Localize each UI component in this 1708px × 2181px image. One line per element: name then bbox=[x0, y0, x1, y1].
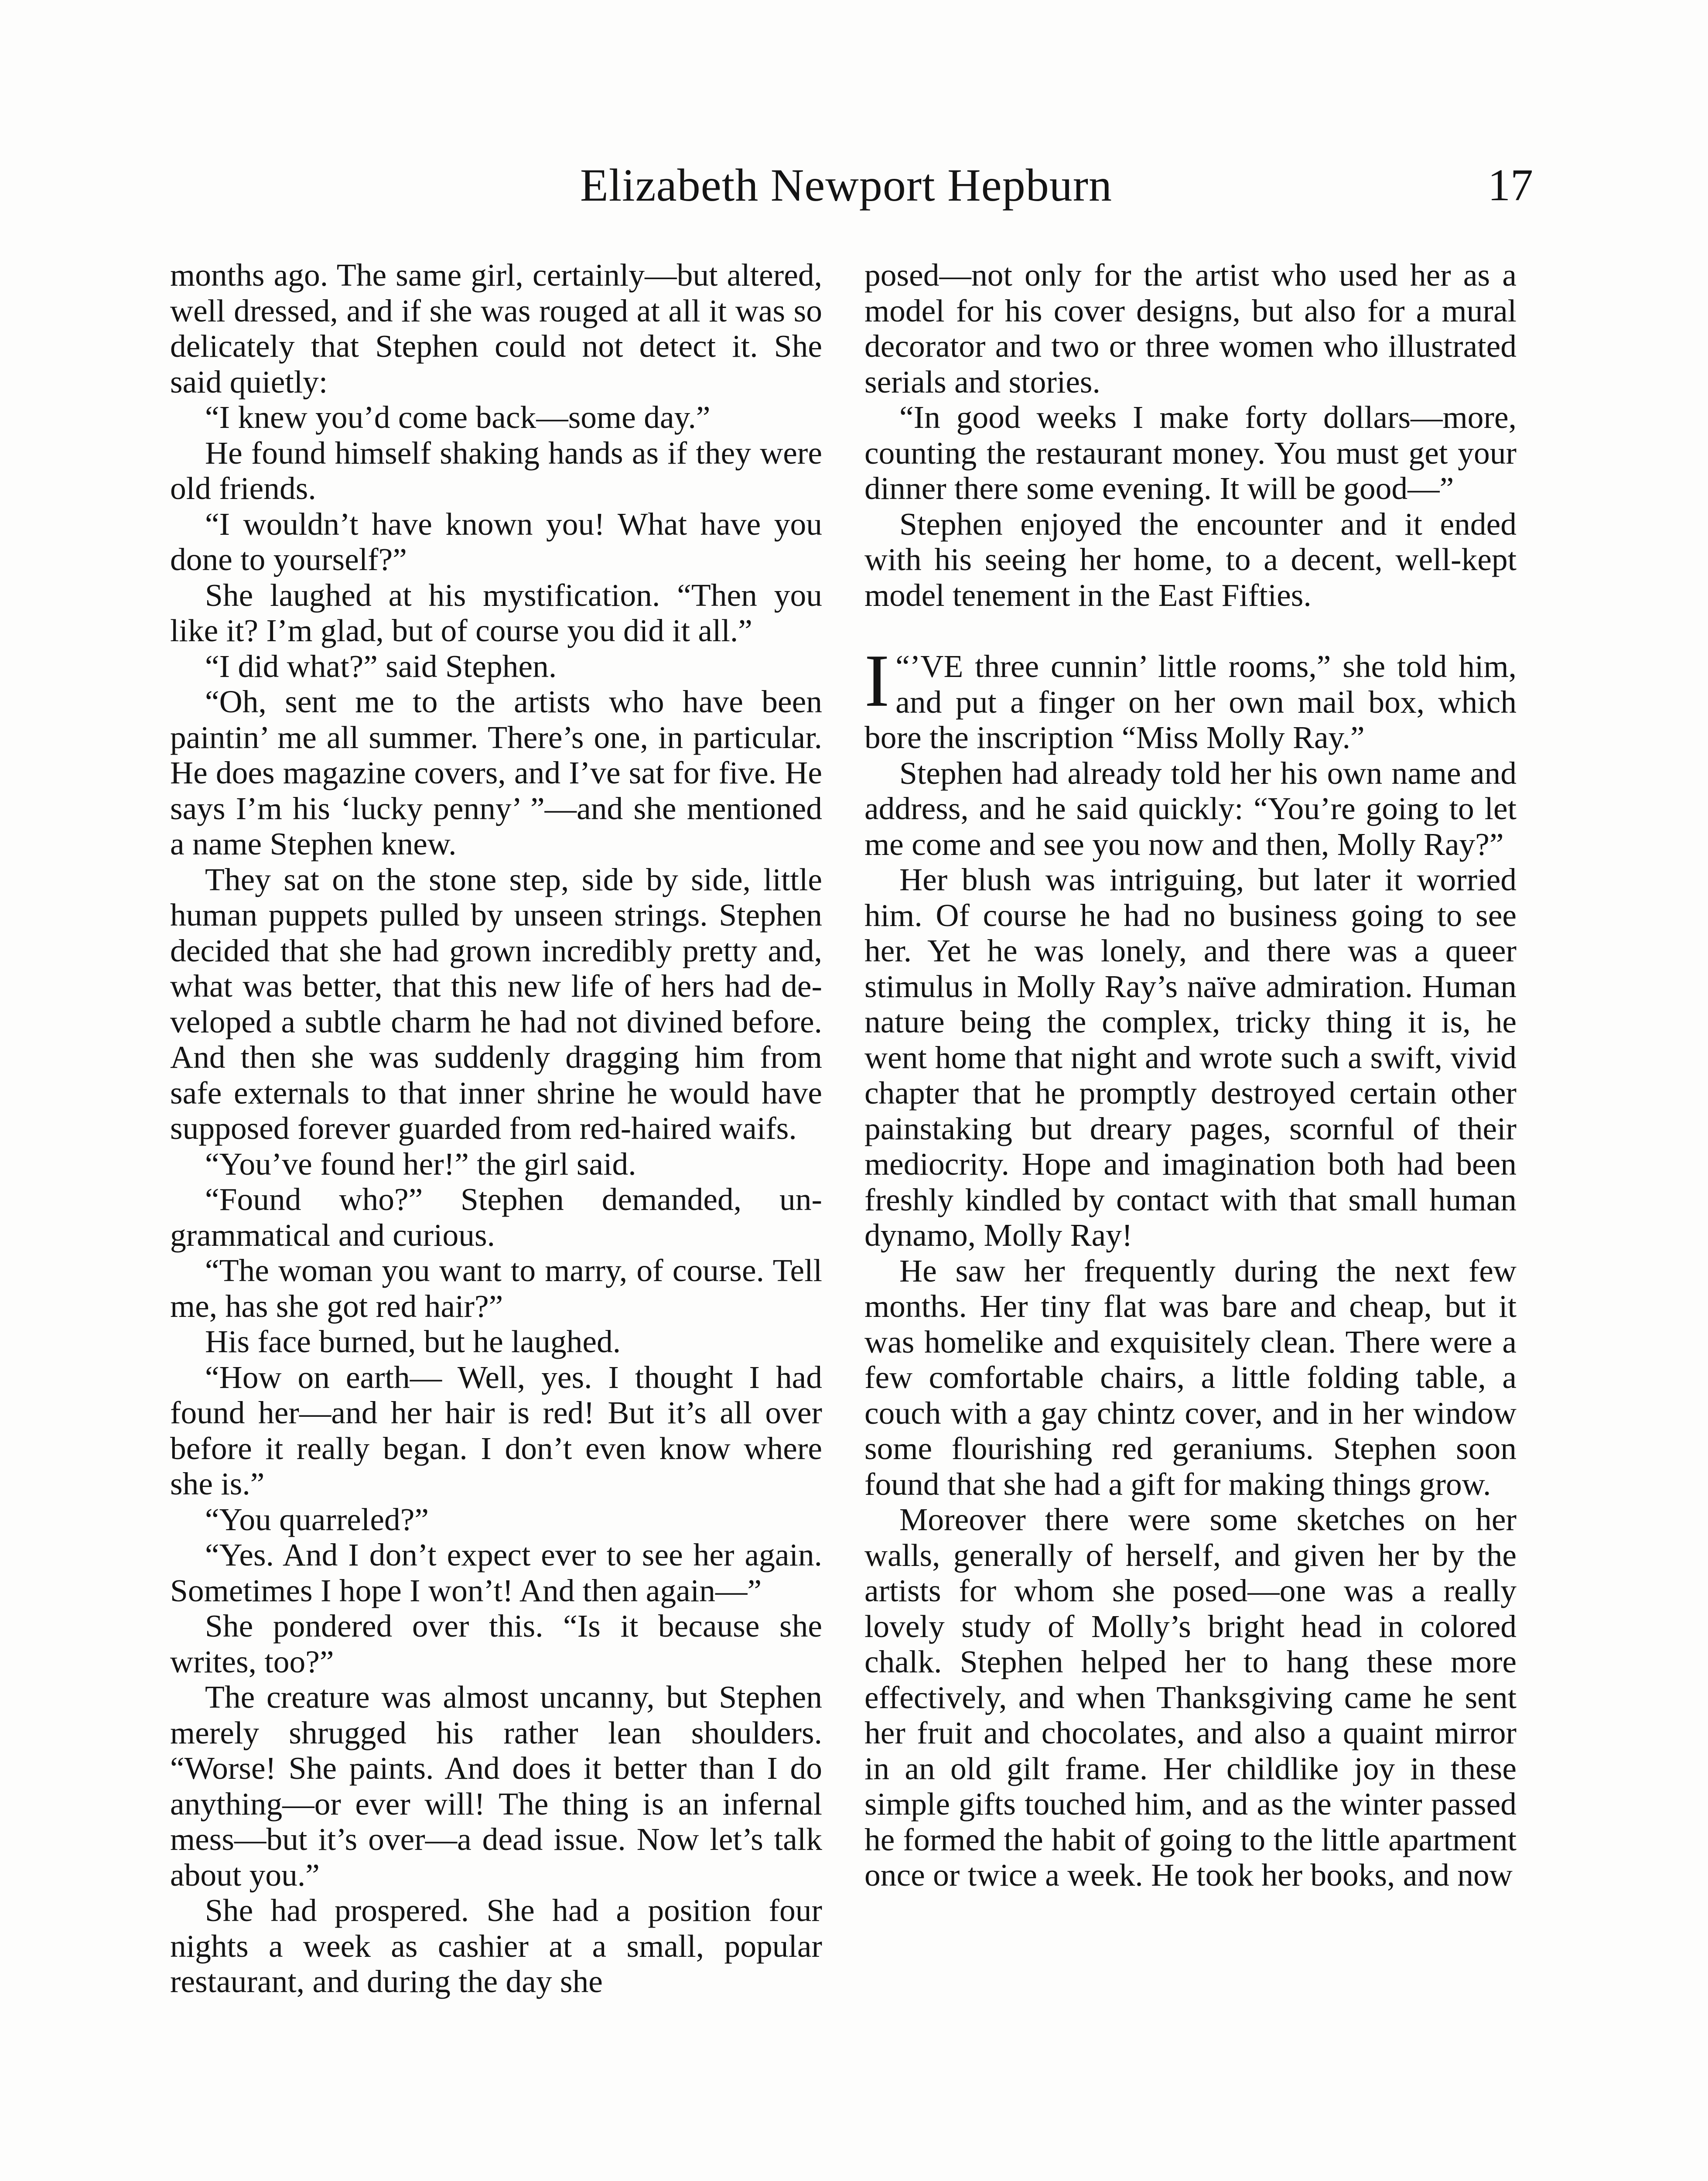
paragraph: posed—not only for the artist who used her as a model for his cover designs, but also for a mural decorator and two or three women who illustrated serials and stories. bbox=[864, 257, 1517, 400]
open-quote: “ bbox=[895, 649, 910, 684]
paragraph: She pondered over this. “Is it because she writes, too?” bbox=[170, 1608, 822, 1679]
paragraph: Stephen enjoyed the encounter and it ended with his seeing her home, to a decent, well-kept model tenement in the East Fifties. bbox=[864, 506, 1517, 613]
paragraph: He saw her frequently during the next few months. Her tiny flat was bare and cheap, but it was homelike and exquisitely clean. There were a few comfortable chairs, a little folding table, a couch with a gay chintz cover, and in her window some flourishing red geraniums. Stephen soon found that she had a gift for making things grow. bbox=[864, 1253, 1517, 1502]
section-break bbox=[864, 613, 1517, 649]
running-header bbox=[170, 155, 1533, 216]
paragraph: “Yes. And I don’t expect ever to see her again. Sometimes I hope I won’t! And then again—” bbox=[170, 1537, 822, 1608]
paragraph: “You’ve found her!” the girl said. bbox=[205, 1146, 636, 1182]
paragraph: “In good weeks I make forty dollars—more, counting the restaurant money. You must get your dinner there some evening. It will be good—” bbox=[864, 400, 1517, 506]
paragraph: Her blush was intriguing, but later it worried him. Of course he had no business going to see her. Yet he was lonely, and there was a queer stimulus in Molly Ray’s naïve admiration. Human nature being the complex, tricky thing it is, he went home that night and wrote such a swift, vivid chapter that he promptly destroyed certain other painstaking but dreary pages, scornful of their mediocrity. Hope and imagination both had been freshly kindled by contact with that small human dynamo, Molly Ray! bbox=[864, 862, 1517, 1253]
drop-cap: I bbox=[864, 639, 890, 722]
paragraph: “How on earth— Well, yes. I thought I had found her—and her hair is red! But it’s all over before it really began. I don’t even know where she is.” bbox=[170, 1359, 822, 1501]
right-column bbox=[864, 257, 1517, 2181]
paragraph: He found himself shaking hands as if they were old friends. bbox=[170, 435, 822, 506]
paragraph: They sat on the stone step, side by side, little human puppets pulled by unseen strings. Stephen decided that she had grown incredibly pretty and, what was better, that this new life of hers had developed a subtle charm he had not divined before. And then she was suddenly dragging him from safe externals to that inner shrine he would have supposed forever guarded from red-haired waifs. bbox=[170, 861, 822, 1146]
paragraph: “I knew you’d come back—some day.” bbox=[205, 400, 711, 435]
paragraph: “I did what?” said Stephen. bbox=[205, 648, 557, 684]
paragraph: She had prospered. She had a position four nights a week as cashier at a small, popular restaurant, and during the day she bbox=[170, 1893, 822, 1999]
paragraph: “Found who?” Stephen demanded, ungrammatical and curious. bbox=[170, 1182, 822, 1253]
section-opening-paragraph bbox=[864, 639, 1517, 755]
running-title: Elizabeth Newport Hepburn bbox=[580, 160, 1113, 211]
paragraph: “The woman you want to marry, of course. Tell me, has she got red hair?” bbox=[170, 1253, 822, 1324]
left-column bbox=[170, 257, 822, 2181]
paragraph: Moreover there were some sketches on her walls, generally of herself, and given her by the artists for whom she posed—one was a really lovely study of Molly’s bright head in colored chalk. Stephen helped her to hang these more effectively, and when Thanksgiving came he sent her fruit and chocolates, and also a quaint mirror in an old gilt frame. Her childlike joy in these simple gifts touched him, and as the winter passed he formed the habit of going to the little apartment once or twice a week. He took her books, and now bbox=[864, 1502, 1517, 1893]
paragraph: months ago. The same girl, certainly—but altered, well dressed, and if she was rouged at all it was so delicately that Stephen could not detect it. She said quietly: bbox=[170, 257, 822, 400]
page-number: 17 bbox=[1488, 160, 1533, 210]
paragraph: The creature was almost uncanny, but Stephen merely shrugged his rather lean shoulders. “Worse! She paints. And does it better than I do anything—or ever will! The thing is an infernal mess—but it’s over—a dead issue. Now let’s talk about you.” bbox=[170, 1679, 822, 1893]
paragraph: Stephen had already told her his own name and address, and he said quickly: “You’re going to let me come and see you now and then, Molly Ray?” bbox=[864, 755, 1517, 862]
paragraph: “You quarreled?” bbox=[205, 1501, 429, 1537]
section-opening-text: ’VE three cunnin’ little rooms,” she told him, and put a finger on her own mail box, which bore the inscription “Miss Molly Ray.” bbox=[864, 649, 1517, 755]
paragraph: “I wouldn’t have known you! What have you done to yourself?” bbox=[170, 506, 822, 577]
paragraph: “Oh, sent me to the artists who have been paintin’ me all summer. There’s one, in particular. He does magazine covers, and I’ve sat for five. He says I’m his ‘lucky penny’ ”—and she mentioned a name Stephen knew. bbox=[170, 684, 822, 861]
paragraph: His face burned, but he laughed. bbox=[205, 1324, 621, 1359]
paragraph: She laughed at his mystification. “Then you like it? I’m glad, but of course you did it all.” bbox=[170, 577, 822, 648]
